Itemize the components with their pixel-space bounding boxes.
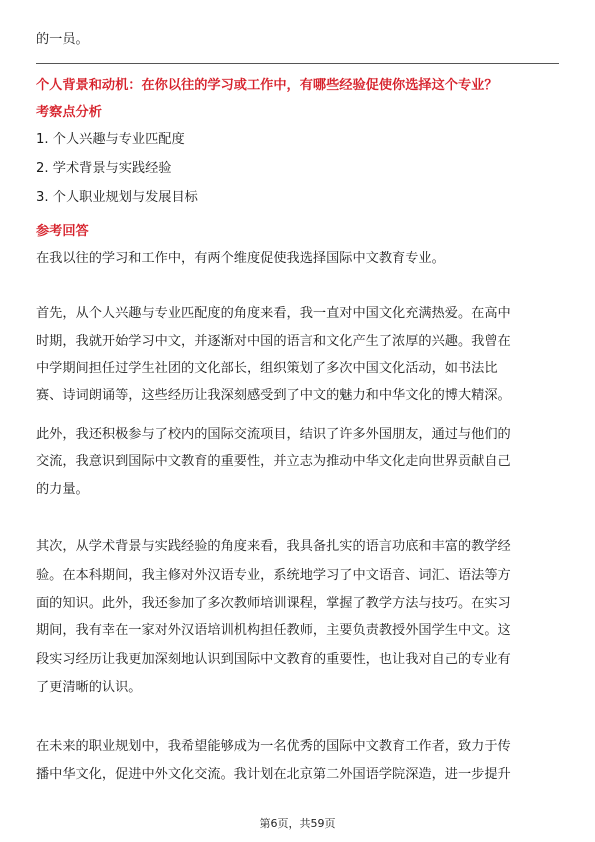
paragraph-line: 交流，我意识到国际中文教育的重要性，并立志为推动中华文化走向世界贡献自己 — [36, 454, 511, 469]
reference-heading: 参考回答 — [36, 224, 89, 239]
paragraph-line: 验。在本科期间，我主修对外汉语专业，系统地学习了中文语音、词汇、语法等方 — [36, 568, 511, 583]
paragraph-line: 在未来的职业规划中，我希望能够成为一名优秀的国际中文教育工作者，致力于传 — [36, 739, 511, 754]
paragraph-line: 首先，从个人兴趣与专业匹配度的角度来看，我一直对中国文化充满热爱。在高中 — [36, 306, 511, 321]
paragraph-line: 播中华文化，促进中外文化交流。我计划在北京第二外国语学院深造，进一步提升 — [36, 767, 511, 782]
continuation-text: 的一员。 — [36, 32, 89, 47]
paragraph-line: 期间，我有幸在一家对外汉语培训机构担任教师，主要负责教授外国学生中文。这 — [36, 623, 511, 638]
analysis-point: 2. 学术背景与实践经验 — [36, 161, 172, 176]
paragraph-line: 时期，我就开始学习中文，并逐渐对中国的语言和文化产生了浓厚的兴趣。我曾在 — [36, 334, 511, 349]
section-divider — [36, 63, 559, 64]
paragraph-line: 此外，我还积极参与了校内的国际交流项目，结识了许多外国朋友，通过与他们的 — [36, 427, 511, 442]
paragraph-line: 中学期间担任过学生社团的文化部长，组织策划了多次中国文化活动，如书法比 — [36, 361, 498, 376]
analysis-point: 1. 个人兴趣与专业匹配度 — [36, 132, 185, 147]
paragraph-line: 其次，从学术背景与实践经验的角度来看，我具备扎实的语言功底和丰富的教学经 — [36, 539, 511, 554]
answer-intro: 在我以往的学习和工作中，有两个维度促使我选择国际中文教育专业。 — [36, 251, 445, 266]
paragraph-line: 赛、诗词朗诵等，这些经历让我深刻感受到了中文的魅力和中华文化的博大精深。 — [36, 388, 511, 403]
analysis-point: 3. 个人职业规划与发展目标 — [36, 190, 198, 205]
page-number: 第6页，共59页 — [259, 817, 336, 830]
paragraph-line: 段实习经历让我更加深刻地认识到国际中文教育的重要性，也让我对自己的专业有 — [36, 652, 511, 667]
question-heading: 个人背景和动机：在你以往的学习或工作中，有哪些经验促使你选择这个专业？ — [36, 78, 498, 93]
paragraph-line: 面的知识。此外，我还参加了多次教师培训课程，掌握了教学方法与技巧。在实习 — [36, 596, 511, 611]
paragraph-line: 了更清晰的认识。 — [36, 680, 142, 695]
paragraph-line: 的力量。 — [36, 482, 89, 497]
analysis-heading: 考察点分析 — [36, 105, 102, 120]
